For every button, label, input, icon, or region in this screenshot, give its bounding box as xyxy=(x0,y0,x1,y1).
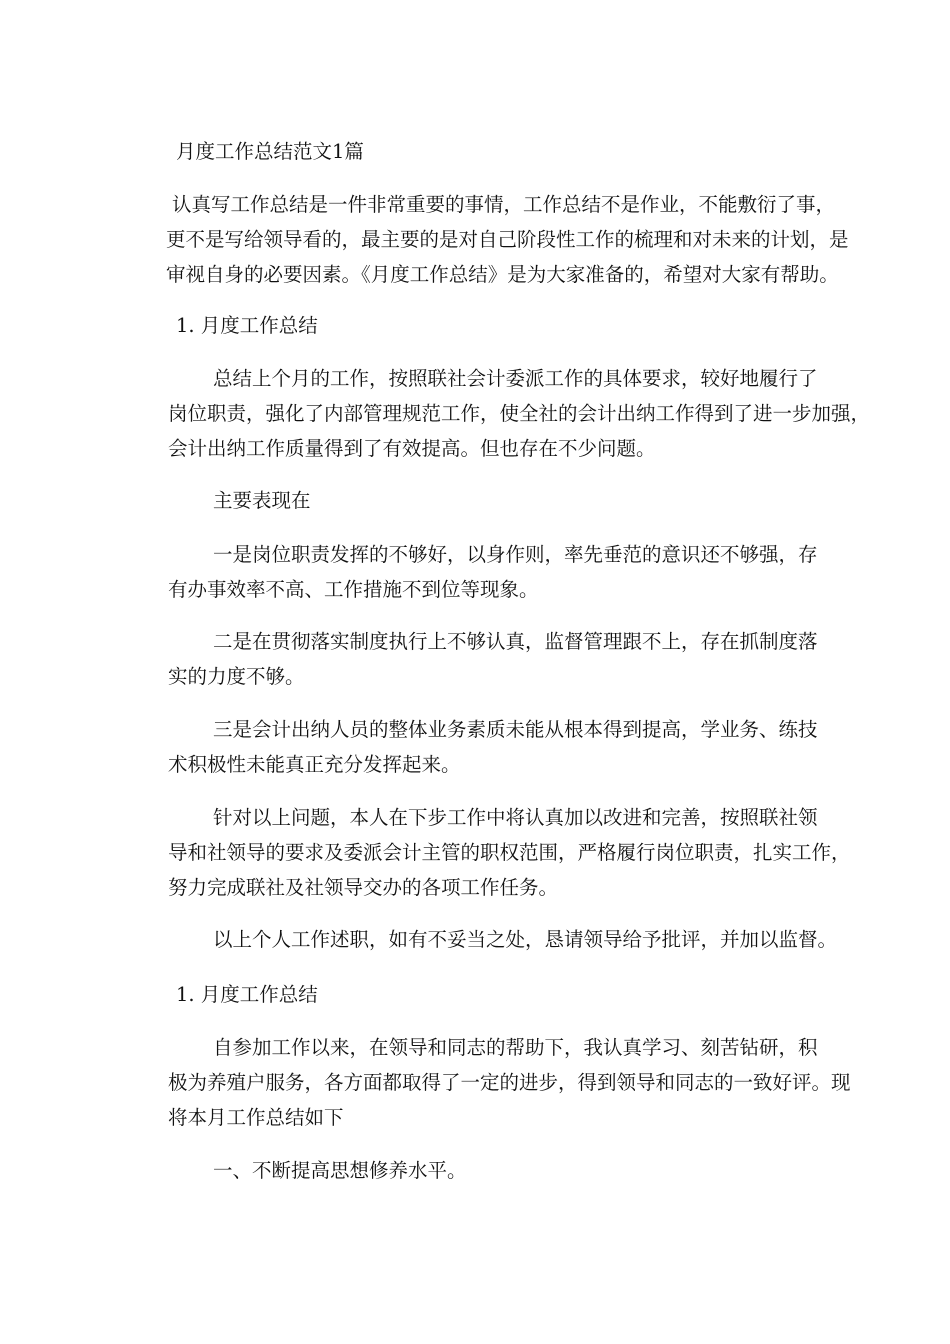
point-1 xyxy=(168,537,863,607)
plan-line-1: 针对以上问题，本人在下步工作中将认真加以改进和完善，按照联社领 xyxy=(213,806,818,829)
document-title: 月度工作总结范文1篇 xyxy=(176,140,364,163)
closing-statement: 以上个人工作述职，如有不妥当之处，恳请领导给予批评，并加以监督。 xyxy=(213,928,838,951)
section2-item-1: 一、不断提高思想修养水平。 xyxy=(213,1159,467,1182)
section2-line-1: 自参加工作以来，在领导和同志的帮助下，我认真学习、刻苦钻研，积 xyxy=(213,1036,818,1059)
point2-line-2: 实的力度不够。 xyxy=(168,665,305,688)
point-2 xyxy=(168,624,863,694)
point1-line-2: 有办事效率不高、工作措施不到位等现象。 xyxy=(168,578,539,601)
section1-subheading: 主要表现在 xyxy=(213,489,311,512)
section1-paragraph xyxy=(168,361,871,466)
section2-line-2: 极为养殖户服务，各方面都取得了一定的进步，得到领导和同志的一致好评。现 xyxy=(168,1071,851,1094)
plan-line-3: 努力完成联社及社领导交办的各项工作任务。 xyxy=(168,876,559,899)
section-heading-2: 1. 月度工作总结 xyxy=(176,983,318,1006)
point1-line-1: 一是岗位职责发挥的不够好，以身作则，率先垂范的意识还不够强，存 xyxy=(213,543,818,566)
intro-paragraph xyxy=(166,187,849,292)
section2-line-3: 将本月工作总结如下 xyxy=(168,1106,344,1129)
point3-line-2: 术积极性未能真正充分发挥起来。 xyxy=(168,753,461,776)
section1-line-2: 岗位职责，强化了内部管理规范工作，使全社的会计出纳工作得到了进一步加强， xyxy=(168,402,871,425)
point2-line-1: 二是在贯彻落实制度执行上不够认真，监督管理跟不上，存在抓制度落 xyxy=(213,630,818,653)
plan-line-2: 导和社领导的要求及委派会计主管的职权范围，严格履行岗位职责，扎实工作， xyxy=(168,841,851,864)
section-heading-1: 1. 月度工作总结 xyxy=(176,314,318,337)
section2-paragraph xyxy=(168,1030,863,1135)
section1-line-1: 总结上个月的工作，按照联社会计委派工作的具体要求，较好地履行了 xyxy=(213,367,818,390)
point-3 xyxy=(168,712,863,782)
point3-line-1: 三是会计出纳人员的整体业务素质未能从根本得到提高，学业务、练技 xyxy=(213,718,818,741)
section1-line-3: 会计出纳工作质量得到了有效提高。但也存在不少问题。 xyxy=(168,437,656,460)
intro-line-1: 认真写工作总结是一件非常重要的事情，工作总结不是作业，不能敷衍了事， xyxy=(172,193,836,216)
plan-paragraph xyxy=(168,800,863,905)
intro-line-3: 审视自身的必要因素。《月度工作总结》是为大家准备的，希望对大家有帮助。 xyxy=(166,263,839,286)
intro-line-2: 更不是写给领导看的，最主要的是对自己阶段性工作的梳理和对未来的计划，是 xyxy=(166,228,849,251)
